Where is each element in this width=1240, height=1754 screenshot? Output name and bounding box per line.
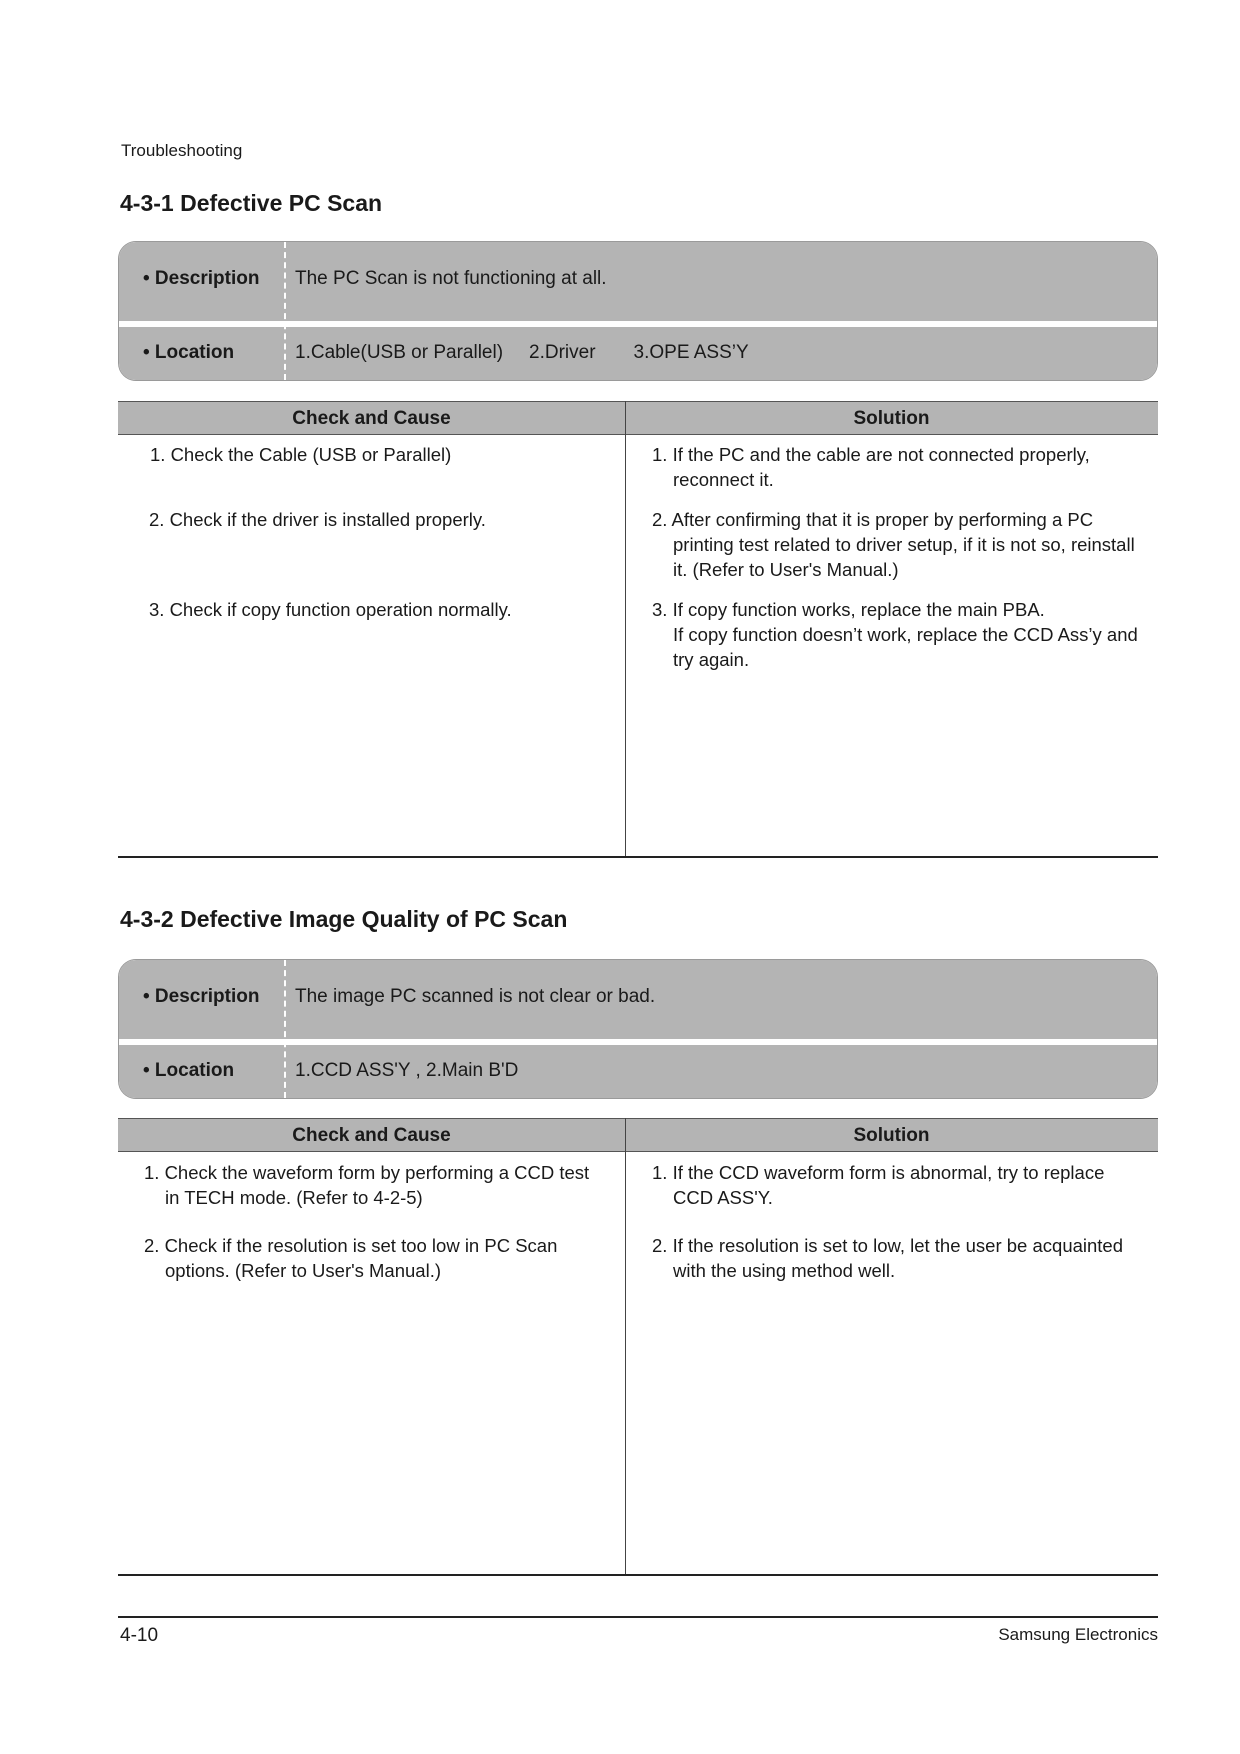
page-number: 4-10	[120, 1625, 159, 1646]
check-cause-table	[118, 401, 1158, 857]
check-item	[144, 1233, 557, 1283]
location-item: 3.OPE ASS’Y	[633, 342, 749, 363]
check-line: 1. Check the Cable (USB or Parallel)	[150, 444, 452, 465]
location-label: • Location	[143, 342, 235, 363]
description-label: • Description	[143, 268, 260, 289]
description-value: The PC Scan is not functioning at all.	[295, 268, 607, 289]
description-row	[119, 960, 1157, 1039]
header-solution: Solution	[853, 408, 930, 429]
header-solution: Solution	[853, 1125, 930, 1146]
check-line: 2. Check if the resolution is set too low in PC Scan	[144, 1235, 558, 1256]
solution-item	[652, 442, 1090, 492]
column-divider	[625, 401, 626, 857]
solution-line: printing test related to driver setup, if it is not so, reinstall	[673, 534, 1135, 555]
solution-item	[652, 1160, 1104, 1210]
info-box	[118, 241, 1158, 381]
check-item	[144, 1160, 589, 1210]
location-value	[295, 342, 749, 364]
check-line: 1. Check the waveform form by performing a CCD test	[144, 1162, 590, 1183]
check-line: in TECH mode. (Refer to 4-2-5)	[165, 1187, 423, 1208]
solution-line: 2. If the resolution is set to low, let the user be acquainted	[652, 1235, 1124, 1256]
solution-line: reconnect it.	[673, 469, 774, 490]
description-row	[119, 242, 1157, 321]
header-label: Troubleshooting	[121, 141, 243, 160]
table-header	[118, 401, 1158, 435]
check-line: 3. Check if copy function operation normally.	[149, 599, 512, 620]
solution-line: 2. After confirming that it is proper by performing a PC	[652, 509, 1094, 530]
header-check-cause: Check and Cause	[292, 1125, 451, 1146]
location-label: • Location	[143, 1060, 235, 1081]
solution-line: it. (Refer to User's Manual.)	[673, 559, 899, 580]
location-value: 1.CCD ASS'Y , 2.Main B'D	[295, 1060, 519, 1081]
header-check-cause: Check and Cause	[292, 408, 451, 429]
location-row	[119, 327, 1157, 381]
info-box	[118, 959, 1158, 1099]
solution-line: with the using method well.	[673, 1260, 896, 1281]
check-item	[149, 597, 512, 622]
solution-line: 1. If the PC and the cable are not connected properly,	[652, 444, 1090, 465]
solution-item	[652, 507, 1135, 582]
section-title: 4-3-1 Defective PC Scan	[120, 190, 383, 216]
section-title: 4-3-2 Defective Image Quality of PC Scan	[120, 906, 568, 932]
check-cause-table	[118, 1118, 1158, 1576]
column-divider	[625, 1118, 626, 1576]
location-row	[119, 1045, 1157, 1099]
table-header	[118, 1118, 1158, 1152]
check-item	[149, 507, 486, 532]
table-bottom-rule	[118, 856, 1158, 858]
footer-rule	[118, 1616, 1158, 1618]
solution-line: If copy function doesn’t work, replace the CCD Ass’y and	[673, 624, 1138, 645]
description-value: The image PC scanned is not clear or bad.	[295, 986, 656, 1007]
location-item: 2.Driver	[529, 342, 596, 363]
location-item: 1.Cable(USB or Parallel)	[295, 342, 504, 363]
solution-line: try again.	[673, 649, 750, 670]
solution-line: CCD ASS'Y.	[673, 1187, 773, 1208]
check-line: options. (Refer to User's Manual.)	[165, 1260, 442, 1281]
description-label: • Description	[143, 986, 260, 1007]
dashed-divider	[284, 960, 286, 1098]
check-line: 2. Check if the driver is installed properly.	[149, 509, 486, 530]
solution-line: 1. If the CCD waveform form is abnormal, try to replace	[652, 1162, 1105, 1183]
table-bottom-rule	[118, 1574, 1158, 1576]
dashed-divider	[284, 242, 286, 380]
solution-line: 3. If copy function works, replace the main PBA.	[652, 599, 1045, 620]
company-name: Samsung Electronics	[998, 1625, 1158, 1644]
check-item	[150, 442, 451, 467]
solution-item	[652, 1233, 1123, 1283]
solution-item	[652, 597, 1138, 672]
